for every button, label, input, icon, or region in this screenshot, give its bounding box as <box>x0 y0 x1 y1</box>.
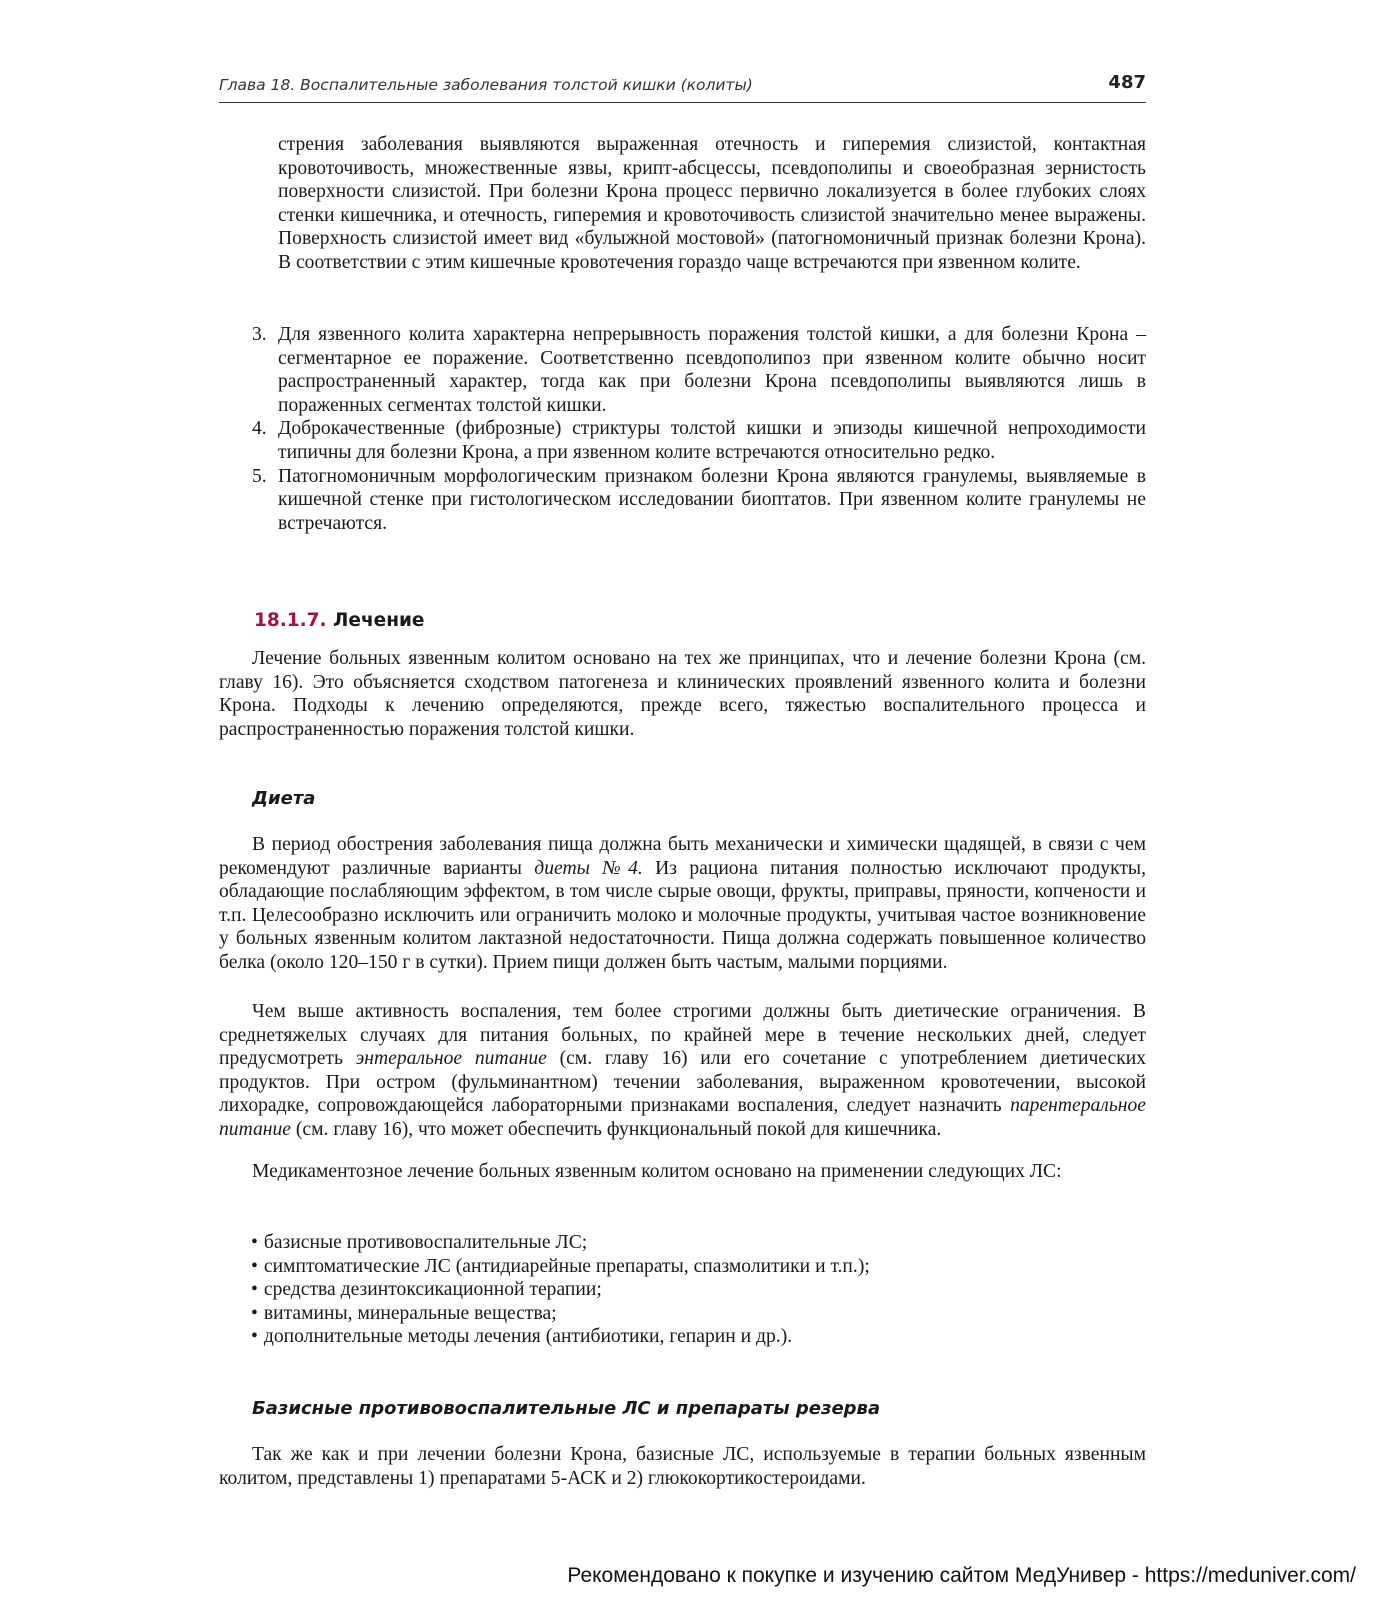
bullet-item: • дополнительные методы лечения (антибиотики, гепарин и др.). <box>251 1325 870 1349</box>
list-number: 3. <box>252 324 267 345</box>
basic-drugs-paragraph: Так же как и при лечении болезни Крона, базисные ЛС, используемые в терапии больных язвенным колитом, представлены 1) препаратами 5-АСК и 2) глюкокортикостероидами. <box>219 1444 1146 1489</box>
page-header <box>219 72 1146 103</box>
numbered-list <box>252 323 1146 535</box>
list-item <box>252 323 1146 417</box>
list-text: Для язвенного колита характерна непрерывность поражения толстой кишки, а для болезни Крона – сегментарное ее поражение. Соответственно псевдополипоз при язвенном колите обычно носит распространенный характер, тогда как при болезни Крона псевдополипы выявляются лишь в пораженных сегментах толстой кишки. <box>278 324 1146 416</box>
list-number: 5. <box>252 465 267 487</box>
section-intro: Лечение больных язвенным колитом основано на тех же принципах, что и лечение болезни Крона (см. главу 16). Это объясняется сходством патогенеза и клинических проявлений язвенного колита и болезни Крона. Подходы к лечению определяются, прежде всего, тяжестью воспалительного процесса и распространенностью поражения толстой кишки. <box>219 648 1146 740</box>
section-title: Лечение <box>333 610 425 631</box>
running-head: Глава 18. Воспалительные заболевания толстой кишки (колиты) <box>219 76 753 94</box>
list-item <box>252 465 1146 536</box>
diet-heading: Диета <box>252 788 316 809</box>
list-text: Доброкачественные (фиброзные) стриктуры толстой кишки и эпизоды кишечной непроходимости типичны для болезни Крона, а при язвенном колите встречаются относительно редко. <box>278 418 1146 463</box>
diet-paragraph-3: Медикаментозное лечение больных язвенным колитом основано на применении следующих ЛС: <box>252 1161 1062 1182</box>
parenteral-emphasis: парентеральное питание <box>219 1095 1146 1140</box>
enteral-emphasis: энтеральное питание <box>355 1048 547 1070</box>
bullet-item: • базисные противовоспалительные ЛС; <box>251 1231 870 1255</box>
list-number: 4. <box>252 418 267 440</box>
section-heading <box>254 610 424 631</box>
page-number: 487 <box>1108 72 1146 93</box>
diet-paragraph-2: Чем выше активность воспаления, тем более строгими должны быть диетические ограничения. В среднетяжелых случаях для питания больных, по крайней мере в течение нескольких дней, следует предусмотреть энтеральное питание (см. главу 16) или его сочетание с употреблением диетических продуктов. При остром (фульминантном) течении заболевания, выраженном кровотечении, высокой лихорадке, сопровождающейся лабораторными признаками воспаления, следует назначить парентеральное питание (см. главу 16), что может обеспечить функциональный покой для кишечника. <box>219 1001 1146 1140</box>
diet-emphasis: диеты №4. <box>534 857 643 879</box>
list-item <box>252 417 1146 464</box>
diet-paragraph-1: В период обострения заболевания пища должна быть механически и химически щадящей, в связи с чем рекомендуют различные варианты диеты №4. Из рациона питания полностью исключают продукты, обладающие послабляющим эффектом, в том числе сырые овощи, фрукты, приправы, пряности, копчености и т.п. Целесообразно исключить или ограничить молоко и молочные продукты, учитывая частое возникновение у больных язвенным колитом лактазной недостаточности. Пища должна содержать повышенное количество белка (около 120–150 г в сутки). Прием пищи должен быть частым, малыми порциями. <box>219 834 1146 973</box>
bullet-item: • симптоматические ЛС (антидиарейные препараты, спазмолитики и т.п.); <box>251 1255 870 1279</box>
bullet-item: • витамины, минеральные вещества; <box>251 1302 870 1326</box>
section-number: 18.1.7. <box>254 610 327 631</box>
bullet-list <box>251 1231 870 1349</box>
list-text: Патогномоничным морфологическим признаком болезни Крона являются гранулемы, выявляемые в кишечной стенке при гистологическом исследовании биоптатов. При язвенном колите гранулемы не встречаются. <box>278 465 1146 534</box>
continuation-paragraph: стрения заболевания выявляются выраженная отечность и гиперемия слизистой, контактная кровоточивость, множественные язвы, крипт-абсцессы, псевдополипы и своеобразная зернистость поверхности слизистой. При болезни Крона процесс первично локализуется в более глубоких слоях стенки кишечника, и отечность, гиперемия и кровоточивость слизистой значительно менее выражены. Поверхность слизистой имеет вид «булыжной мостовой» (патогномоничный признак болезни Крона). В соответствии с этим кишечные кровотечения гораздо чаще встречаются при язвенном колите. <box>278 134 1146 273</box>
bullet-item: • средства дезинтоксикационной терапии; <box>251 1278 870 1302</box>
basic-drugs-heading: Базисные противовоспалительные ЛС и препараты резерва <box>252 1398 881 1419</box>
footer-note: Рекомендовано к покупке и изучению сайтом МедУнивер - https://meduniver.com/ <box>567 1564 1356 1587</box>
